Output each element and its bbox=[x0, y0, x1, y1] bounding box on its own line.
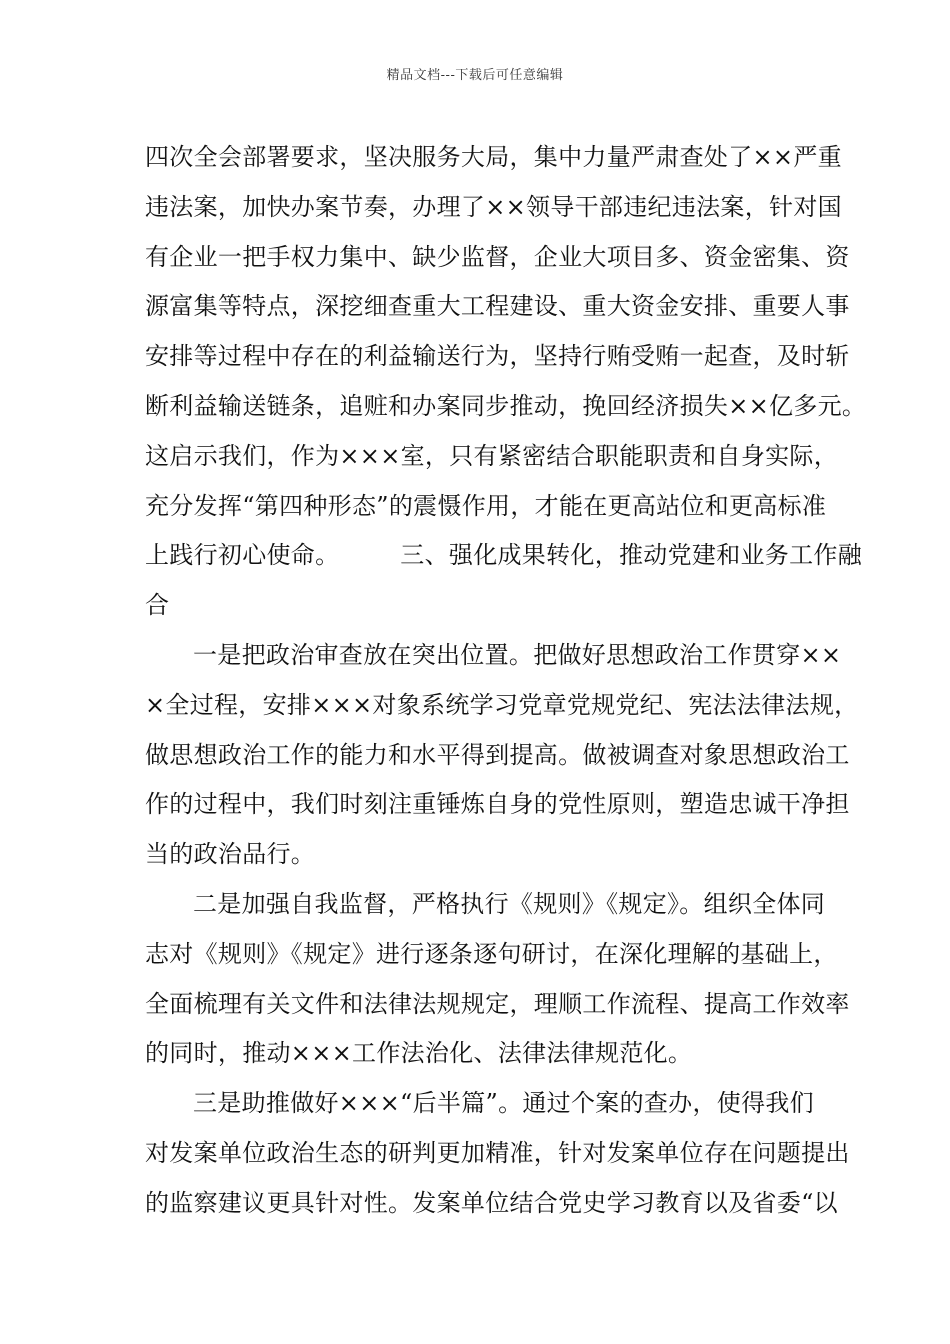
body-line: 做思想政治工作的能力和水平得到提高。做被调查对象思想政治工 bbox=[145, 740, 850, 769]
body-line: 上践行初心使命。 三、强化成果转化，推动党建和业务工作融 bbox=[145, 541, 862, 570]
body-line: 的同时，推动×××工作法治化、法律法律规范化。 bbox=[145, 1039, 693, 1068]
body-line: 安排等过程中存在的利益输送行为，坚持行贿受贿一起查，及时斩 bbox=[145, 342, 850, 371]
document-body bbox=[145, 133, 867, 1229]
paragraph-first-line: 二是加强自我监督，严格执行《规则》《规定》。组织全体同 bbox=[193, 889, 826, 918]
body-line: 这启示我们，作为×××室，只有紧密结合职能职责和自身实际， bbox=[145, 441, 839, 470]
body-line: 作的过程中，我们时刻注重锤炼自身的党性原则，塑造忠诚干净担 bbox=[145, 790, 850, 819]
body-line: 合 bbox=[145, 591, 170, 620]
body-line: 全面梳理有关文件和法律法规规定，理顺工作流程、提高工作效率 bbox=[145, 989, 850, 1018]
body-line: 违法案，加快办案节奏，办理了××领导干部违纪违法案，针对国 bbox=[145, 192, 842, 221]
body-line: ×全过程，安排×××对象系统学习党章党规党纪、宪法法律法规， bbox=[145, 690, 859, 719]
body-line: 的监察建议更具针对性。发案单位结合党史学习教育以及省委“以 bbox=[145, 1188, 838, 1217]
body-line: 志对《规则》《规定》进行逐条逐句研讨，在深化理解的基础上， bbox=[145, 939, 838, 968]
body-line: 源富集等特点，深挖细查重大工程建设、重大资金安排、重要人事 bbox=[145, 292, 850, 321]
page-header: 精品文档---下载后可任意编辑 bbox=[386, 68, 564, 83]
body-line: 充分发挥“第四种形态”的震慑作用，才能在更高站位和更高标准 bbox=[145, 491, 827, 520]
body-line: 当的政治品行。 bbox=[145, 840, 316, 869]
body-line: 断利益输送链条，追赃和办案同步推动，挽回经济损失××亿多元。 bbox=[145, 391, 867, 420]
body-line: 对发案单位政治生态的研判更加精准，针对发案单位存在问题提出 bbox=[145, 1138, 850, 1167]
paragraph-first-line: 三是助推做好×××“后半篇”。通过个案的查办，使得我们 bbox=[193, 1089, 814, 1118]
body-line: 四次全会部署要求，坚决服务大局，集中力量严肃查处了××严重 bbox=[145, 143, 842, 171]
body-line: 有企业一把手权力集中、缺少监督，企业大项目多、资金密集、资 bbox=[145, 242, 850, 271]
paragraph-first-line: 一是把政治审查放在突出位置。把做好思想政治工作贯穿×× bbox=[193, 640, 842, 669]
